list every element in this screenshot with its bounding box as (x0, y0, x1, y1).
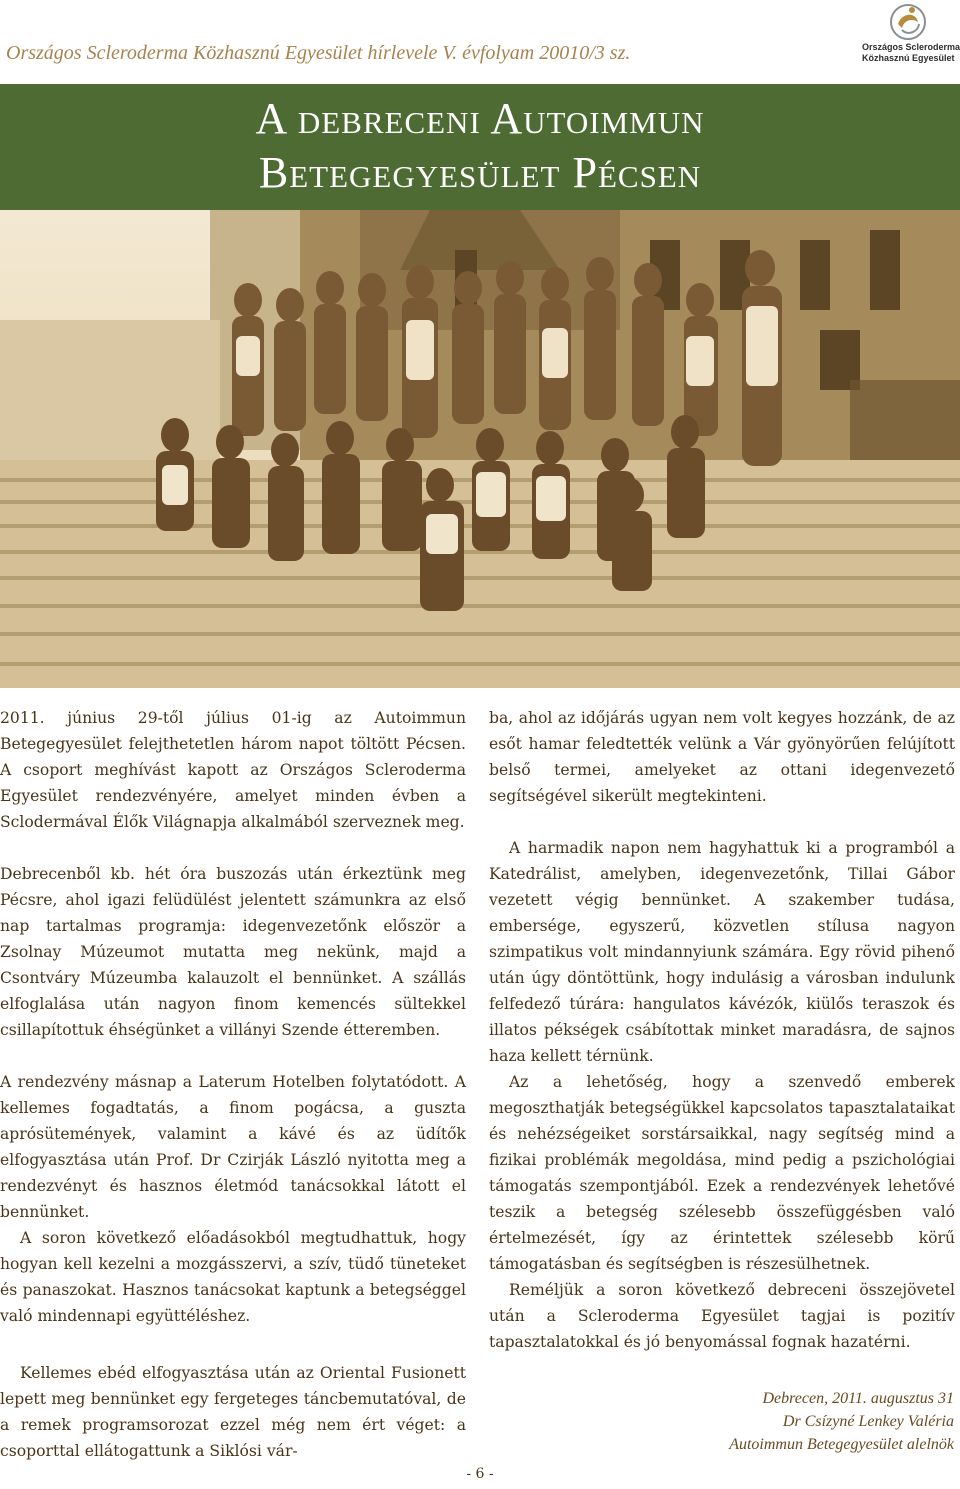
page-number: - 6 - (466, 1466, 494, 1482)
article-title-line2: Betegegyesület Pécsen (258, 148, 702, 197)
signature-block (640, 1387, 954, 1456)
signature-role: Autoimmun Betegegyesület alelnök (729, 1436, 954, 1453)
article-column-right (489, 705, 955, 1355)
paragraph-intro: 2011. június 29-től július 01-ig az Autoimmun Betegegyesület felejthetetlen három napot töltött Pécsen. A csoport meghívást kapott az Országos Scleroderma Egyesület rendezvényére, amelyet minden évben a Sclodermával Élők Világnapja alkalmából szerveznek meg. (0, 709, 466, 831)
running-header: Országos Scleroderma Közhasznú Egyesület hírlevele V. évfolyam 20010/3 sz. (6, 42, 631, 64)
logo-text-line2: Közhasznú Egyesület (862, 53, 955, 63)
paragraph-castle: ba, ahol az időjárás ugyan nem volt kegyes hozzánk, de az esőt hamar feledtették velünk a Vár gyönyörűen felújított belső termei, amelyeket az ottani idegenvezető segítségével sikerült megtekinteni. (489, 709, 955, 805)
group-photo-illustration (0, 210, 960, 688)
logo-text-line1: Országos Scleroderma (862, 42, 960, 52)
logo-emblem-icon (888, 2, 928, 42)
article-column-left-bottom (0, 1360, 466, 1464)
signature-place-date: Debrecen, 2011. augusztus 31 (762, 1390, 954, 1407)
association-logo (862, 2, 960, 68)
article-title-line1: A debreceni Autoimmun (255, 94, 705, 143)
paragraph-first-day: Debrecenből kb. hét óra buszozás után érkeztünk meg Pécsre, ahol igazi felüdülést jelentett számunkra az első nap tartalmas programja: idegenvezetőnk először a Zsolnay Múzeumot mutatta meg nekünk, majd a Csontváry Múzeumba kalauzolt el bennünket. A szállás elfoglalása után nagyon finom kemencés sültekkel csillapítottuk éhségünket a villányi Szende étteremben. (0, 865, 466, 1039)
paragraph-second-day: A rendezvény másnap a Laterum Hotelben folytatódott. A kellemes fogadtatás, a finom pogácsa, a guszta aprósütemények, valamint a kávé és az üdítők elfogyasztása után Prof. Dr Czirják László nyitotta meg a rendezvényt és hasznos életmód tanácsokkal látott el bennünket. (0, 1073, 466, 1221)
paragraph-third-day: A harmadik napon nem hagyhattuk ki a programból a Katedrálist, amelyben, idegenvezetőnk, Tillai Gábor vezetett végig bennünket. A szakember tudása, embersége, egyszerű, közvetlen stílusa nagyon szimpatikus volt mindannyiunk számára. Egy rövid pihenő után úgy döntöttünk, hogy indulásig a városban indulunk felfedező túrára: hangulatos kávézók, kiülős teraszok és illatos pékségek csábítottak minket maradásra, de sajnos haza kellett térnünk. (489, 839, 955, 1065)
signature-name: Dr Csízyné Lenkey Valéria (782, 1413, 954, 1430)
paragraph-lunch: Kellemes ebéd elfogyasztása után az Oriental Fusionett lepett meg bennünket egy fergeteges táncbemutatóval, de a remek programsorozat ezzel még nem ért véget: a csoporttal ellátogattunk a Siklósi vár- (0, 1364, 466, 1460)
title-banner (0, 84, 960, 210)
paragraph-closing: Reméljük a soron következő debreceni összejövetel után a Scleroderma Egyesület tagjai is pozitív tapasztalatokkal és jó benyomással fognak hazatérni. (489, 1281, 955, 1351)
article-column-left (0, 705, 466, 1329)
paragraph-lectures: A soron következő előadásokból megtudhattuk, hogy hogyan kell kezelni a mozgásszervi, a szív, tüdő tüneteket és panaszokat. Hasznos tanácsokat kaptunk a betegséggel való mindennapi együttéléshez. (0, 1229, 466, 1325)
paragraph-support: Az a lehetőség, hogy a szenvedő emberek megoszthatják betegségükkel kapcsolatos tapasztalataikat és nehézségeiket sorstársaikkal, nagy segítség mind a fizikai problémák megoldása, mind pedig a pszichológiai támogatás szempontjából. Ezek a rendezvények lehetővé teszik a betegség szélesebb összefüggésben való értelmezését, így az érintettek szélesebb körű támogatásban és segítségben is részesülhetnek. (489, 1073, 955, 1273)
group-photo (0, 210, 960, 688)
